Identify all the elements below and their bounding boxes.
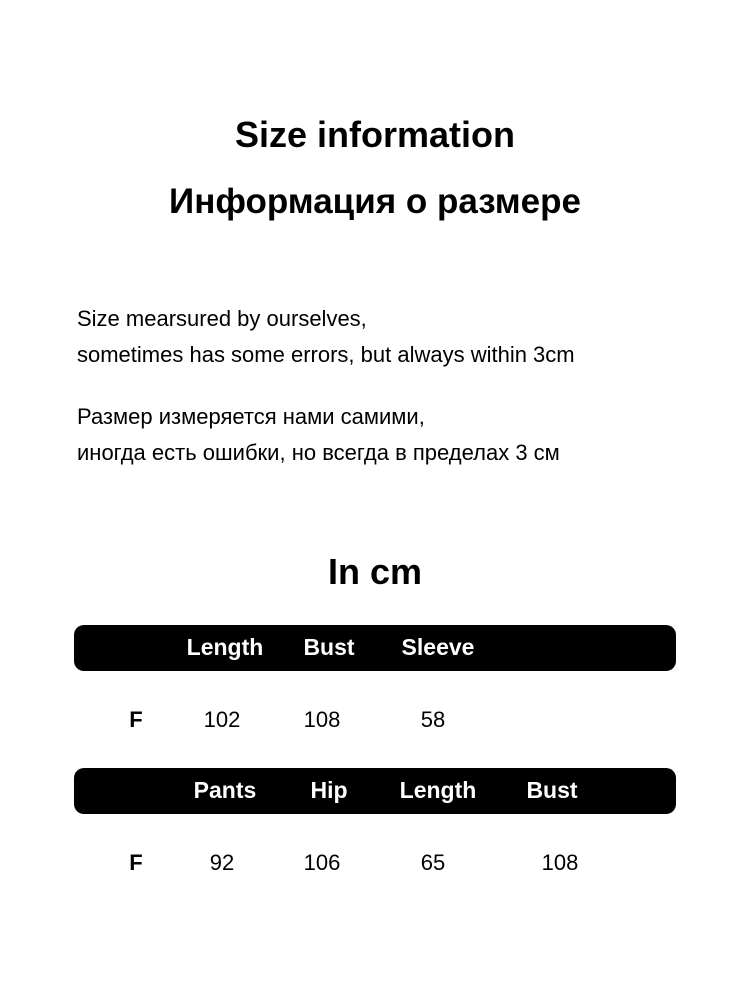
table2-value-hip: 106 <box>303 850 341 875</box>
table2-header-hip: Hip <box>310 777 348 803</box>
title-english: Size information <box>234 114 516 155</box>
table2-value-bust: 108 <box>541 850 579 875</box>
table1-header-bust: Bust <box>303 634 355 660</box>
table2-value-length: 65 <box>420 850 446 875</box>
table2-size-label: F <box>129 850 143 875</box>
table1-value-sleeve: 58 <box>420 707 446 732</box>
unit-title: In cm <box>327 551 423 592</box>
note-russian-line-1: Размер измеряется нами самими, <box>77 404 425 429</box>
table1-value-bust: 108 <box>303 707 341 732</box>
table2-header-pants: Pants <box>193 777 257 803</box>
note-english-line-2: sometimes has some errors, but always within 3cm <box>77 342 575 367</box>
table1-value-length: 102 <box>203 707 241 732</box>
table1-header-sleeve: Sleeve <box>401 634 475 660</box>
table2-value-pants: 92 <box>209 850 235 875</box>
note-russian <box>77 399 560 471</box>
title-russian: Информация о размере <box>169 182 581 221</box>
note-english <box>77 301 575 373</box>
table1-size-label: F <box>129 707 143 732</box>
note-english-line-1: Size mearsured by ourselves, <box>77 306 367 331</box>
table1-header-bar <box>74 625 676 671</box>
note-russian-line-2: иногда есть ошибки, но всегда в пределах 3 см <box>77 440 560 465</box>
table2-header-length: Length <box>399 777 477 803</box>
table2-header-bust: Bust <box>526 777 578 803</box>
table1-header-length: Length <box>186 634 264 660</box>
table2-header-bar <box>74 768 676 814</box>
